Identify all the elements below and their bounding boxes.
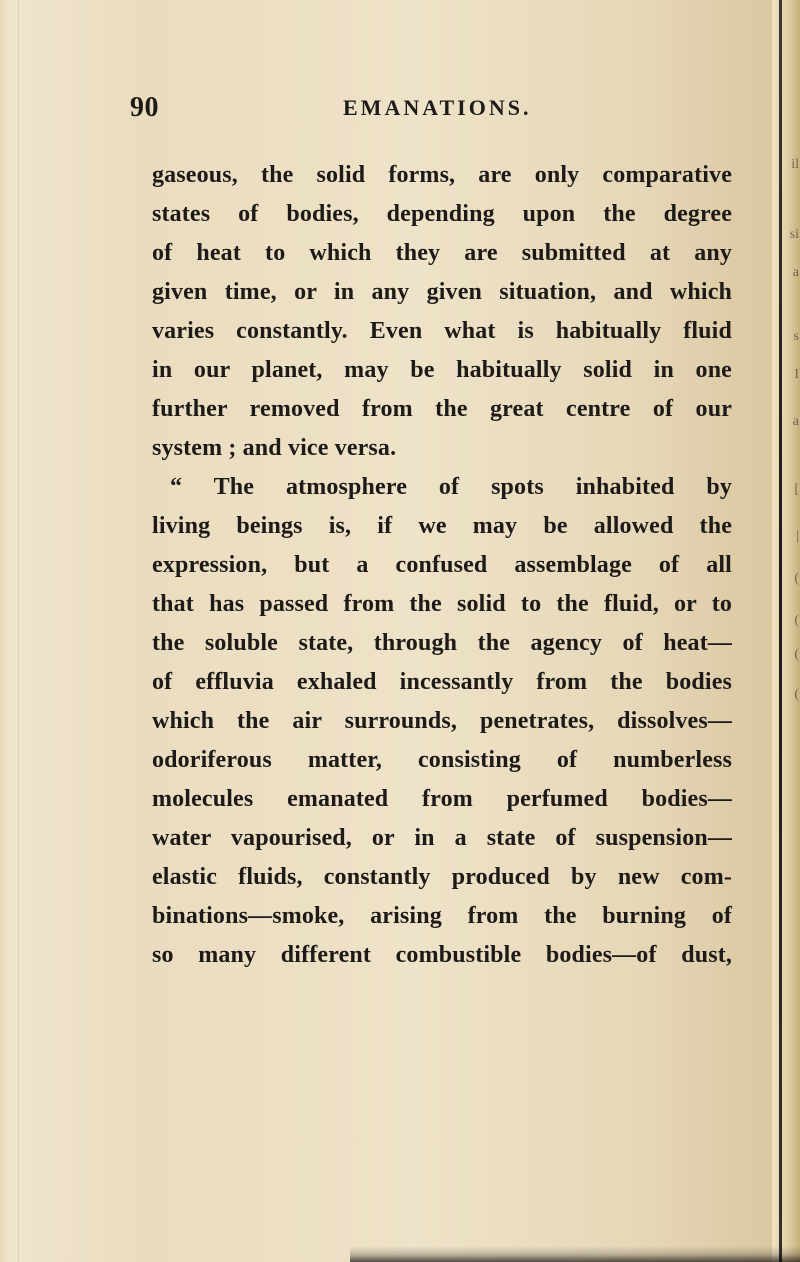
margin-fragment: I (794, 367, 799, 382)
margin-fragment: | (796, 529, 799, 544)
text-line: molecules emanated from perfumed bodies— (152, 786, 732, 812)
text-line: which the air surrounds, penetrates, dissolves— (152, 708, 732, 734)
margin-fragment: il (791, 157, 799, 172)
text-line: varies constantly. Even what is habitually fluid (152, 318, 732, 344)
next-page-margin-fragments (788, 157, 800, 702)
text-line: states of bodies, depending upon the degree (152, 201, 732, 227)
body-text (152, 156, 732, 975)
text-line: elastic fluids, constantly produced by new com- (152, 864, 732, 890)
text-line: expression, but a confused assemblage of all (152, 552, 732, 578)
text-line: odoriferous matter, consisting of numberless (152, 747, 732, 773)
margin-fragment: s (793, 329, 799, 344)
text-line: water vapourised, or in a state of suspension— (152, 825, 732, 851)
text-line: in our planet, may be habitually solid in one (152, 357, 732, 383)
bottom-shadow (350, 1246, 800, 1262)
text-line: further removed from the great centre of our (152, 396, 732, 422)
page-gutter (0, 0, 19, 1262)
margin-fragment: ( (794, 571, 799, 586)
margin-fragment: ( (794, 613, 799, 628)
book-spine-shadow (779, 0, 782, 1262)
text-line: living beings is, if we may be allowed the (152, 513, 732, 539)
margin-fragment: ( (794, 687, 799, 702)
text-line: binations—smoke, arising from the burning of (152, 903, 732, 929)
text-line: of effluvia exhaled incessantly from the bodies (152, 669, 732, 695)
text-line: of heat to which they are submitted at any (152, 240, 732, 266)
page-header (0, 92, 800, 128)
page-number: 90 (130, 92, 159, 123)
margin-fragment: [ (794, 482, 799, 497)
margin-fragment: si (789, 227, 799, 242)
margin-fragment: a (792, 265, 799, 280)
text-line: given time, or in any given situation, and which (152, 279, 732, 305)
running-head: EMANATIONS. (343, 95, 532, 120)
text-line: the soluble state, through the agency of heat— (152, 630, 732, 656)
text-line: that has passed from the solid to the fluid, or to (152, 591, 732, 617)
margin-fragment: a (792, 414, 799, 429)
text-line: so many different combustible bodies—of dust, (152, 942, 732, 968)
margin-fragment: ( (794, 647, 799, 662)
text-line: system ; and vice versa. (152, 435, 397, 461)
text-line: “ The atmosphere of spots inhabited by (170, 474, 732, 500)
text-line: gaseous, the solid forms, are only comparative (152, 162, 732, 188)
